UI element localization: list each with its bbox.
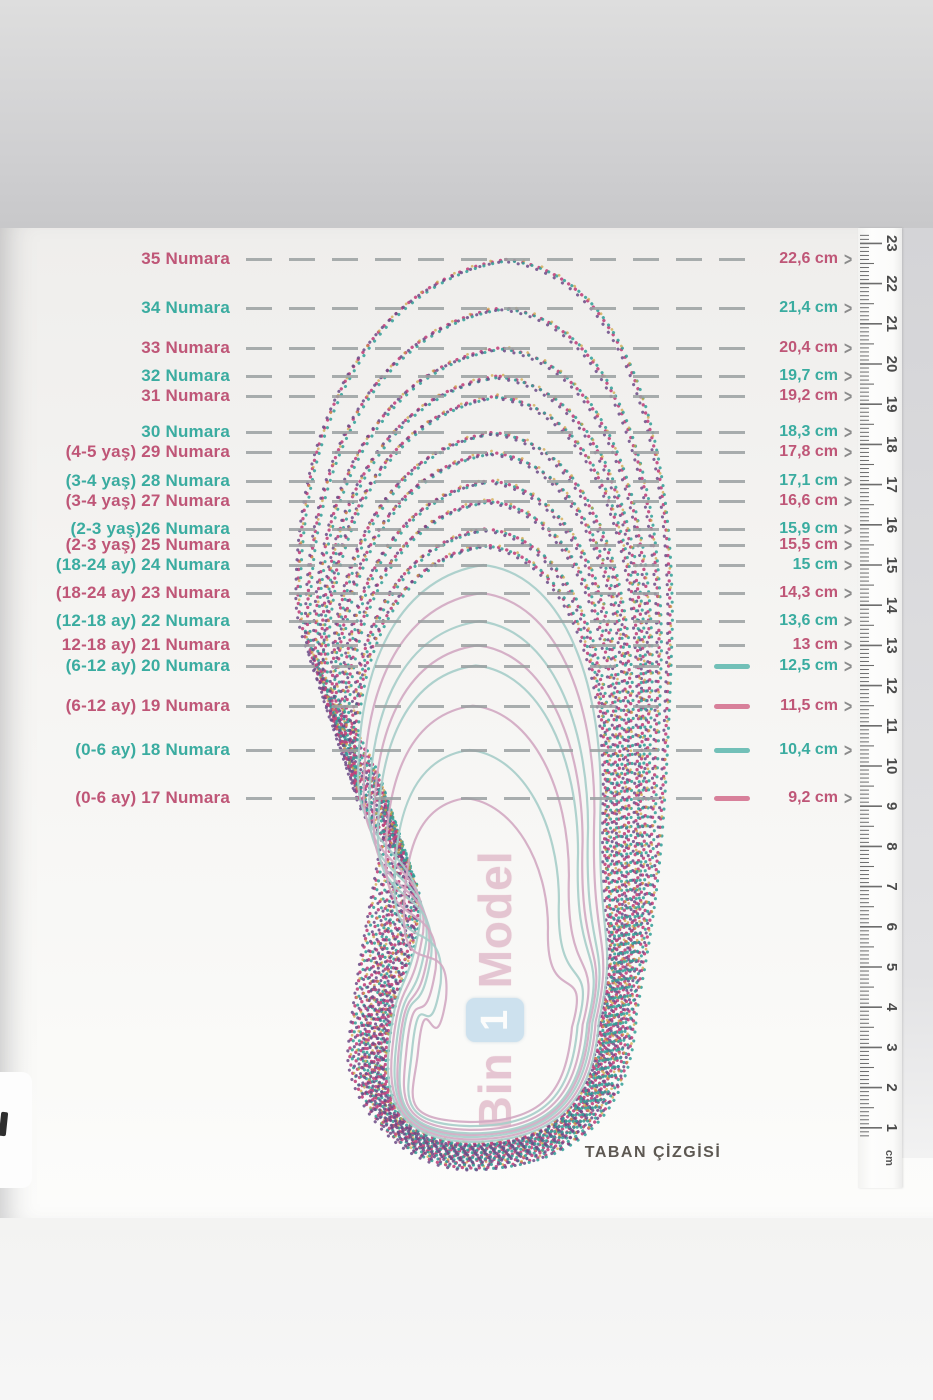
dashed-guide-line bbox=[246, 451, 756, 454]
size-row-28 bbox=[0, 470, 933, 492]
size-row-27 bbox=[0, 490, 933, 512]
cm-value: 9,2 cm bbox=[788, 789, 838, 807]
logo-text-left: Bin bbox=[469, 1052, 521, 1130]
ruler-number: 14 bbox=[883, 596, 900, 614]
ruler-number: 8 bbox=[883, 842, 900, 851]
cm-value: 13 cm bbox=[792, 636, 838, 654]
size-row-19 bbox=[0, 695, 933, 717]
ruler-number: 9 bbox=[883, 802, 900, 811]
outline-color-dash bbox=[714, 704, 750, 709]
cm-value: 12,5 cm bbox=[779, 656, 838, 674]
ruler-number: 10 bbox=[883, 757, 900, 775]
arrow-right-icon: > bbox=[844, 610, 853, 632]
dashed-guide-line bbox=[246, 500, 756, 503]
size-label: (12-18 ay) 22 Numara bbox=[55, 611, 230, 631]
ruler-number: 6 bbox=[883, 922, 900, 931]
ruler-number: 23 bbox=[883, 235, 900, 252]
size-row-34 bbox=[0, 297, 933, 319]
cm-value: 21,4 cm bbox=[779, 298, 838, 316]
size-row-23 bbox=[0, 582, 933, 604]
size-label: (2-3 yaş) 25 Numara bbox=[65, 534, 230, 554]
size-label: 34 Numara bbox=[141, 297, 230, 317]
ruler-number: 17 bbox=[883, 476, 900, 493]
sole-line-label: TABAN ÇİZGİSİ bbox=[584, 1144, 722, 1161]
cm-value: 11,5 cm bbox=[780, 696, 838, 714]
arrow-right-icon: > bbox=[844, 518, 853, 540]
size-row-33 bbox=[0, 337, 933, 359]
cm-value: 13,6 cm bbox=[779, 612, 838, 630]
cm-value: 15,9 cm bbox=[779, 519, 838, 537]
size-row-22 bbox=[0, 610, 933, 632]
dashed-guide-line bbox=[246, 620, 756, 623]
size-label: (3-4 yaş) 27 Numara bbox=[65, 490, 230, 510]
size-label: 30 Numara bbox=[141, 422, 230, 442]
dashed-guide-line bbox=[246, 592, 756, 595]
cm-value: 19,7 cm bbox=[779, 367, 838, 385]
size-label: (2-3 yaş)26 Numara bbox=[70, 518, 230, 538]
size-row-30 bbox=[0, 421, 933, 443]
arrow-right-icon: > bbox=[844, 470, 853, 491]
cm-value: 16,6 cm bbox=[779, 491, 838, 509]
size-label: 35 Numara bbox=[141, 249, 230, 269]
size-row-25 bbox=[0, 534, 933, 556]
arrow-right-icon: > bbox=[844, 554, 853, 576]
arrow-right-icon: > bbox=[844, 421, 853, 443]
size-row-17 bbox=[0, 787, 933, 809]
arrow-right-icon: > bbox=[844, 634, 853, 656]
ruler-number: 15 bbox=[883, 556, 900, 574]
ruler-number: 19 bbox=[883, 395, 900, 413]
arrow-right-icon: > bbox=[844, 582, 853, 604]
size-label: (3-4 yaş) 28 Numara bbox=[65, 470, 230, 490]
dashed-guide-line bbox=[246, 544, 756, 547]
size-label: (0-6 ay) 18 Numara bbox=[75, 739, 230, 759]
dashed-guide-line bbox=[246, 375, 756, 378]
size-row-21 bbox=[0, 634, 933, 656]
arrow-right-icon: > bbox=[844, 297, 853, 319]
size-row-18 bbox=[0, 739, 933, 761]
foot-outline bbox=[374, 645, 596, 1135]
ruler-number: 4 bbox=[883, 1003, 900, 1012]
size-row-35 bbox=[0, 248, 933, 270]
ruler-number: 12 bbox=[883, 677, 900, 694]
ruler-number: 5 bbox=[883, 962, 900, 972]
outline-color-dash bbox=[714, 664, 750, 669]
outline-color-dash bbox=[714, 796, 750, 801]
size-label: (18-24 ay) 23 Numara bbox=[55, 583, 230, 603]
ruler-number: 2 bbox=[883, 1083, 900, 1092]
logo-text-right: Model bbox=[469, 850, 521, 989]
logo-badge-icon: 1 bbox=[466, 998, 524, 1042]
outline-color-dash bbox=[714, 748, 750, 753]
dashed-guide-line bbox=[246, 307, 756, 310]
ruler-number: 1 bbox=[883, 1123, 900, 1132]
size-label: (6-12 ay) 20 Numara bbox=[65, 655, 230, 675]
arrow-right-icon: > bbox=[844, 249, 853, 270]
ruler-number: 7 bbox=[883, 882, 900, 891]
arrow-right-icon: > bbox=[844, 385, 853, 407]
arrow-right-icon: > bbox=[844, 534, 853, 556]
size-row-24 bbox=[0, 554, 933, 576]
ruler-number: 13 bbox=[883, 637, 900, 654]
ruler-number: 16 bbox=[883, 516, 900, 534]
arrow-right-icon: > bbox=[844, 787, 853, 809]
ruler-number: 18 bbox=[883, 436, 900, 453]
dashed-guide-line bbox=[246, 749, 756, 752]
cm-value: 17,8 cm bbox=[779, 443, 838, 461]
ruler-number: 20 bbox=[883, 355, 900, 373]
size-label: 12-18 ay) 21 Numara bbox=[61, 635, 230, 655]
dashed-guide-line bbox=[246, 395, 756, 398]
size-label: (6-12 ay) 19 Numara bbox=[65, 695, 230, 715]
size-label: 33 Numara bbox=[141, 337, 230, 357]
size-label: 32 Numara bbox=[141, 366, 230, 386]
dashed-guide-line bbox=[246, 797, 756, 800]
dashed-guide-line bbox=[246, 347, 756, 350]
dashed-guide-line bbox=[246, 665, 756, 668]
cm-value: 15 cm bbox=[792, 556, 838, 573]
size-label: (18-24 ay) 24 Numara bbox=[55, 555, 230, 574]
dashed-guide-line bbox=[246, 431, 756, 434]
ruler-number: 22 bbox=[883, 275, 900, 292]
dashed-guide-line bbox=[246, 528, 756, 531]
arrow-right-icon: > bbox=[844, 739, 853, 761]
cm-value: 17,1 cm bbox=[779, 471, 838, 489]
ruler-unit-label: cm bbox=[883, 1150, 895, 1166]
cm-value: 15,5 cm bbox=[779, 535, 838, 553]
cm-value: 19,2 cm bbox=[779, 387, 838, 405]
size-label: 31 Numara bbox=[141, 386, 230, 406]
cm-value: 18,3 cm bbox=[779, 423, 838, 441]
size-row-29 bbox=[0, 441, 933, 463]
dashed-guide-line bbox=[246, 480, 756, 483]
arrow-right-icon: > bbox=[844, 442, 853, 463]
size-row-20 bbox=[0, 655, 933, 677]
size-row-31 bbox=[0, 385, 933, 407]
arrow-right-icon: > bbox=[844, 365, 853, 387]
cm-value: 20,4 cm bbox=[779, 338, 838, 356]
cm-value: 22,6 cm bbox=[779, 250, 838, 268]
dashed-guide-line bbox=[246, 258, 756, 261]
ruler-number: 21 bbox=[883, 315, 900, 333]
dashed-guide-line bbox=[246, 564, 756, 567]
arrow-right-icon: > bbox=[844, 695, 853, 717]
arrow-right-icon: > bbox=[844, 655, 853, 676]
ruler-number: 11 bbox=[883, 717, 900, 734]
size-label: (0-6 ay) 17 Numara bbox=[75, 788, 230, 808]
size-row-32 bbox=[0, 365, 933, 387]
size-label: (4-5 yaş) 29 Numara bbox=[65, 442, 230, 462]
arrow-right-icon: > bbox=[844, 337, 853, 359]
cm-value: 10,4 cm bbox=[779, 740, 838, 758]
ruler-number: 3 bbox=[883, 1043, 900, 1052]
dashed-guide-line bbox=[246, 705, 756, 708]
dashed-guide-line bbox=[246, 644, 756, 647]
arrow-right-icon: > bbox=[844, 490, 853, 512]
cm-value: 14,3 cm bbox=[779, 584, 838, 602]
